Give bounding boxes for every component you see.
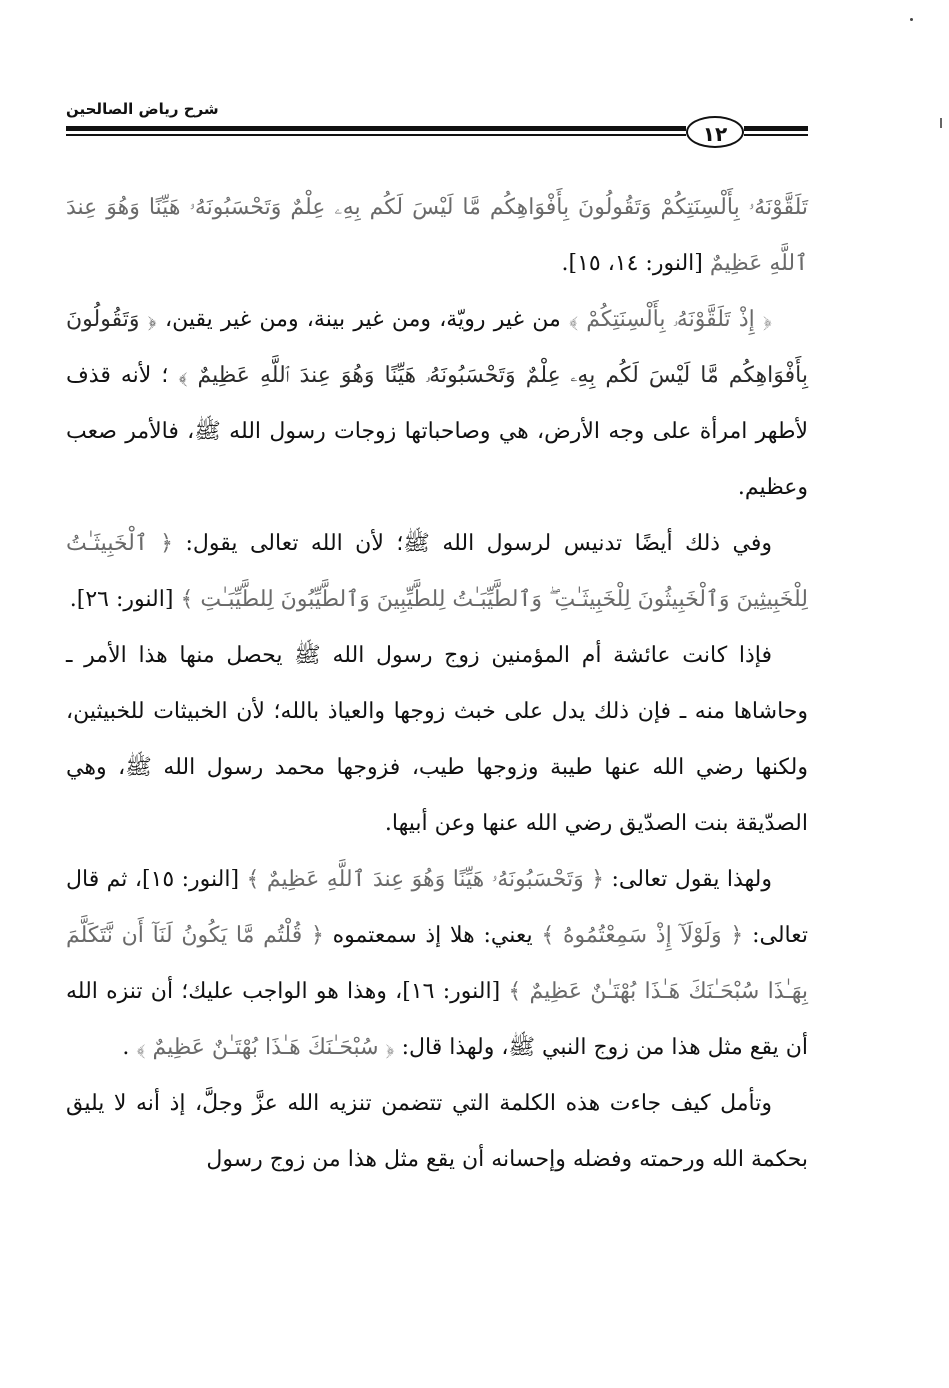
quran-verse: ﴿ إِذْ تَلَقَّوْنَهُۥ بِأَلْسِنَتِكُمْ ﴾ [568,307,772,332]
verse-reference: [النور: ١٦]، [395,979,501,1004]
quran-verse: ﴿ قُلْتُم مَّا يَكُونُ لَنَآ أَن نَّتَكَلَّمَ بِهَـٰذَا سُبْحَـٰنَكَ هَـٰذَا بُهْتَـٰنٌ عَظِيمٌ ﴾ [66,923,808,1004]
quran-verse: ﴿ وَلَوْلَآ إِذْ سَمِعْتُمُوهُ ﴾ [541,923,744,948]
running-head: شرح رياض الصالحين [66,100,219,118]
body-text: وفي ذلك أيضًا تدنيس لرسول الله ﷺ؛ لأن الله تعالى يقول: [185,531,772,556]
header-rule-thick [66,126,686,131]
paragraph-5 [66,852,808,1076]
header-rule-thin-right [744,134,808,136]
body-text: وهذا هو الواجب عليك؛ أن تنزه الله أن يقع مثل هذا من زوج النبي ﷺ، ولهذا قال: [66,979,808,1060]
body-text: وتأمل كيف جاءت هذه الكلمة التي تتضمن تنزيه الله عزَّ وجلَّ، إذ أنه لا يليق بحكمة الله ورحمته وفضله وإحسانه أن يقع مثل هذا من زوج رسول [66,1091,808,1172]
verse-reference: [النور: ١٥]، [134,867,240,892]
quran-verse: ﴿ وَتَحْسَبُونَهُۥ هَيِّنًا وَهُوَ عِندَ ٱللَّهِ عَظِيمٌ ﴾ [246,867,605,892]
body-text: . [122,1035,130,1060]
quran-verse: ﴿ ٱلْخَبِيثَـٰتُ لِلْخَبِيثِينَ وَٱلْخَبِيثُونَ لِلْخَبِيثَـٰتِ ۖ وَٱلطَّيِّبَـٰتُ لِلطَّيِّبِينَ وَٱلطَّيِّبُونَ لِلطَّيِّبَـٰتِ ﴾ [66,531,808,612]
scan-speck [940,118,942,128]
paragraph-3 [66,516,808,628]
body-text: ؛ لأنه قذف لأطهر امرأة على وجه الأرض، هي وصاحباتها زوجات رسول الله ﷺ، فالأمر صعب وعظيم. [66,363,808,500]
scan-speck [910,18,913,21]
paragraph-1 [66,180,808,292]
body-text: ثم قال تعالى: [66,867,808,948]
verse-reference: [النور: ٢٦]. [69,587,174,612]
body-text: فإذا كانت عائشة أم المؤمنين زوج رسول الله ﷺ يحصل منها هذا الأمر ـ وحاشاها منه ـ فإن ذلك يدل على خبث زوجها والعياذ بالله؛ لأن الخبيثات للخبيثين، ولكنها رضي الله عنها طيبة وزوجها طيب، فزوجها محمد رسول الله ﷺ، وهي الصدّيقة بنت الصدّيق رضي الله عنها وعن أبيها. [66,643,808,836]
verse-reference: [النور: ١٤، ١٥]. [561,251,703,276]
body-text: يعني: هلا إذ سمعتموه [332,923,533,948]
paragraph-4 [66,628,808,852]
quran-verse: ﴿ وَتَقُولُونَ بِأَفْوَاهِكُم مَّا لَيْسَ لَكُم بِهِۦ عِلْمٌ وَتَحْسَبُونَهُۥ هَيِّنًا وَهُوَ عِندَ ٱللَّهِ عَظِيمٌ ﴾ [66,307,808,388]
body-text: من غير رويّة، ومن غير بينة، ومن غير يقين، [164,307,561,332]
quran-verse: تَلَقَّوْنَهُۥ بِأَلْسِنَتِكُمْ وَتَقُولُونَ بِأَفْوَاهِكُم مَّا لَيْسَ لَكُم بِهِۦ عِلْمٌ وَتَحْسَبُونَهُۥ هَيِّنًا وَهُوَ عِندَ ٱللَّهِ عَظِيمٌ [66,195,808,276]
header-rule-thick-right [744,126,808,131]
page-number: ١٢ [686,116,744,148]
quran-verse: ﴿ سُبْحَـٰنَكَ هَـٰذَا بُهْتَـٰنٌ عَظِيمٌ ﴾ [136,1035,395,1060]
header-rule-thin [66,134,686,136]
paragraph-6 [66,1076,808,1188]
paragraph-2 [66,292,808,516]
body-text: ولهذا يقول تعالى: [611,867,773,892]
page-body [66,180,808,1188]
